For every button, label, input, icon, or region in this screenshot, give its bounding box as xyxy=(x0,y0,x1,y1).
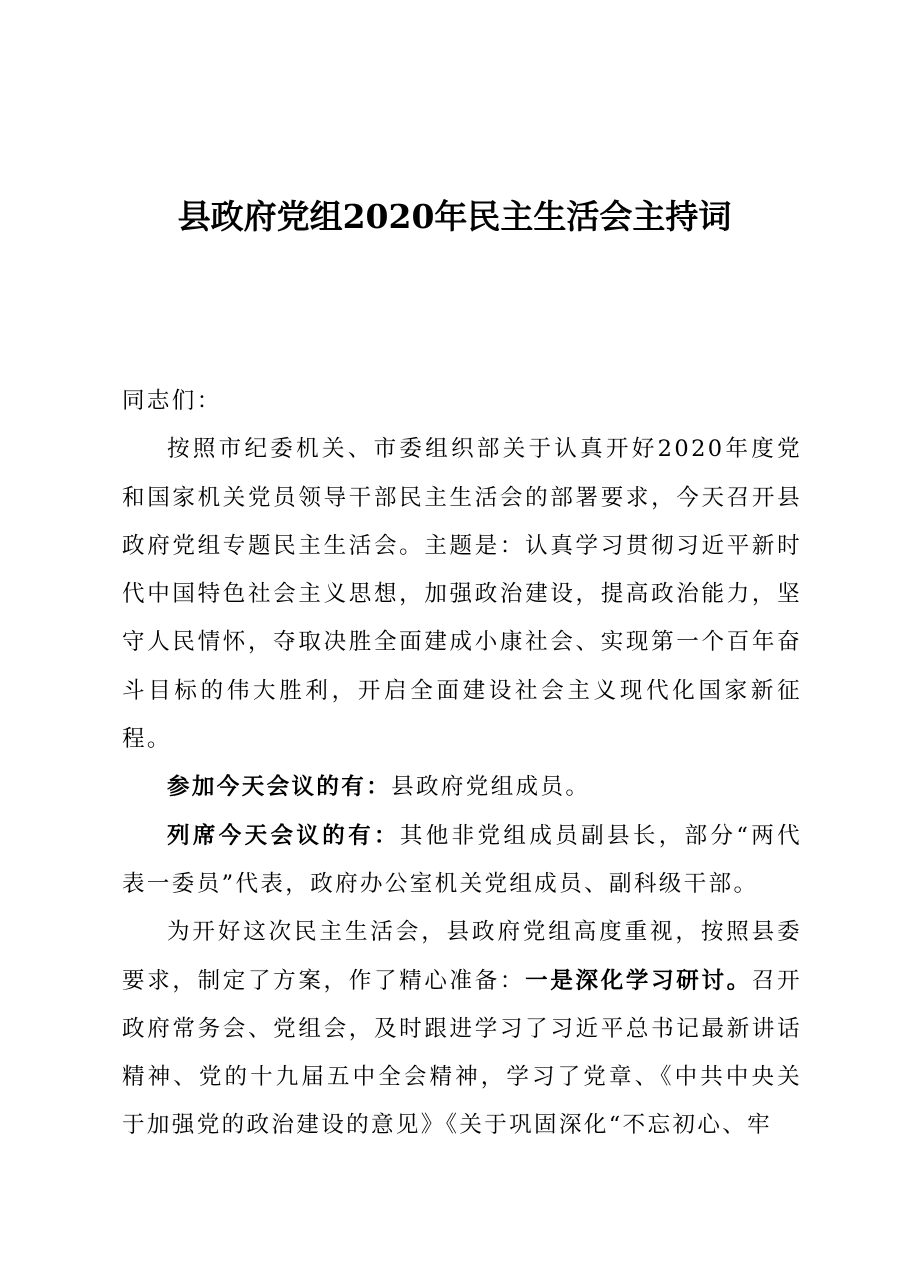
attendees-text: 县政府党组成员。 xyxy=(391,774,591,801)
paragraph-intro: 按照市纪委机关、市委组织部关于认真开好2020年度党和国家机关党员领导干部民主生活会的部署要求，今天召开县政府党组专题民主生活会。主题是：认真学习贯彻习近平新时代中国特色社会主义思想，加强政治建设，提高政治能力，坚守人民情怀，夺取决胜全面建成小康社会、实现第一个百年奋斗目标的伟大胜利，开启全面建设社会主义现代化国家新征程。 xyxy=(122,436,802,753)
paragraph-preparation xyxy=(122,908,802,1149)
paragraph-attendees xyxy=(122,763,802,811)
document-title: 县政府党组2020年民主生活会主持词 xyxy=(177,197,732,236)
attendees-lead: 参加今天会议的有： xyxy=(167,774,392,801)
document-body xyxy=(122,377,802,1150)
preparation-detail: 召开政府常务会、党组会，及时跟进学习了习近平总书记最新讲话精神、党的十九届五中全会精神，学习了党章、《中共中央关于加强党的政治建设的意见》《关于巩固深化“不忘初心、牢 xyxy=(122,967,802,1139)
preparation-point-one: 一是深化学习研讨。 xyxy=(525,967,752,994)
salutation: 同志们： xyxy=(122,388,222,414)
observers-text: 其他非党组成员副县长，部分“两代表一委员”代表，政府办公室机关党组成员、副科级干部。 xyxy=(122,822,803,897)
paragraph-observers xyxy=(122,812,802,909)
preparation-intro: 为开好这次民主生活会，县政府党组高度重视，按照县委要求，制定了方案，作了精心准备： xyxy=(122,919,802,994)
observers-lead: 列席今天会议的有： xyxy=(167,822,400,849)
